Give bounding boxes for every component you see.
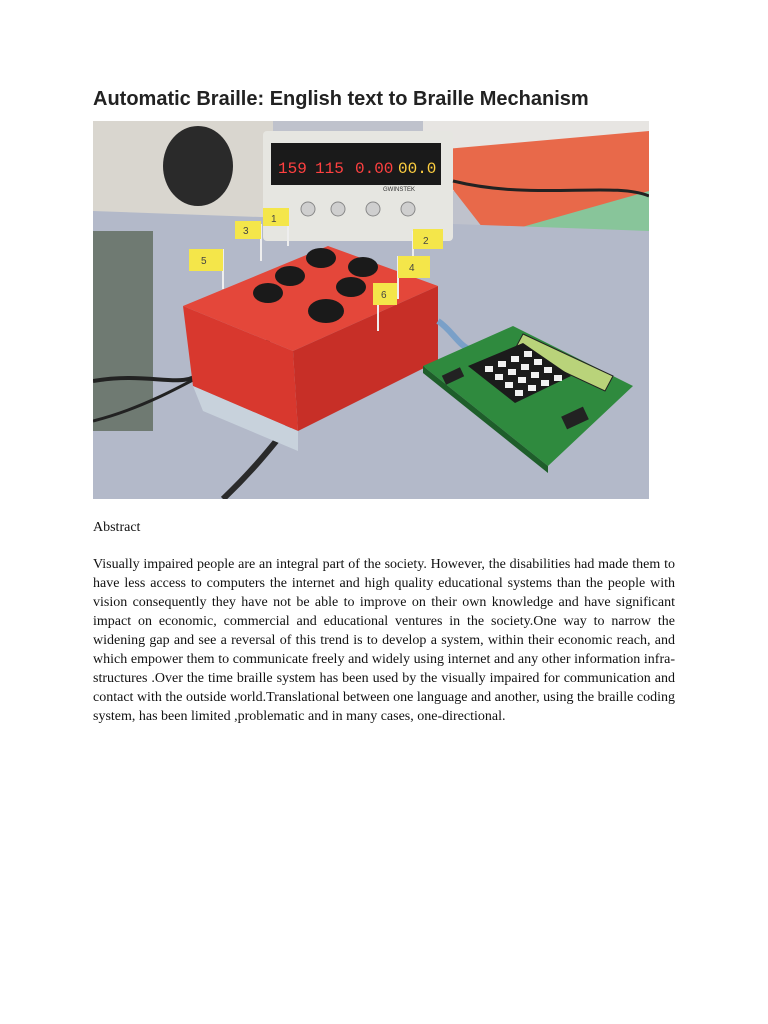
- abstract-heading: Abstract: [93, 520, 141, 535]
- svg-text:2: 2: [423, 236, 429, 247]
- svg-text:6: 6: [381, 290, 387, 301]
- braille-dot-6: [308, 299, 344, 323]
- braille-device-photo: [93, 121, 649, 499]
- braille-dot-4: [348, 257, 378, 277]
- display-current-2: 00.0: [398, 160, 437, 178]
- svg-text:4: 4: [409, 263, 415, 274]
- abstract-paragraph: Visually impaired people are an integral part of the society. However, the disabilities had made them to have less access to computers the internet and high quality educational systems than the people with vision consequently they have not be able to improve on their own knowledge and have significant impact on economic, commercial and educational ventures in the society.One way to narrow the widening gap and see a reversal of this trend is to develop a system, within their economic reach, and which empower them to communicate freely and widely using internet and any other information infra-structures .Over the time braille system has been used by the visually impaired for communication and contact with the outside world.Translational between one language and another, using the braille coding system, has been limited ,problematic and in many cases, one-directional.: [93, 557, 675, 724]
- brand-label: GWINSTEK: [383, 187, 416, 193]
- braille-dot-3: [275, 266, 305, 286]
- display-voltage-2: 0.00: [355, 160, 394, 178]
- braille-dot-1: [253, 283, 283, 303]
- photo-illustration: [93, 121, 649, 499]
- display-current-1: 115: [315, 160, 344, 178]
- document-title: Automatic Braille: English text to Braille Mechanism: [93, 88, 589, 110]
- braille-dot-5: [336, 277, 366, 297]
- svg-text:5: 5: [201, 256, 207, 267]
- svg-text:1: 1: [271, 214, 277, 225]
- display-voltage-1: 159: [278, 160, 307, 178]
- braille-dot-2: [306, 248, 336, 268]
- svg-text:3: 3: [243, 226, 249, 237]
